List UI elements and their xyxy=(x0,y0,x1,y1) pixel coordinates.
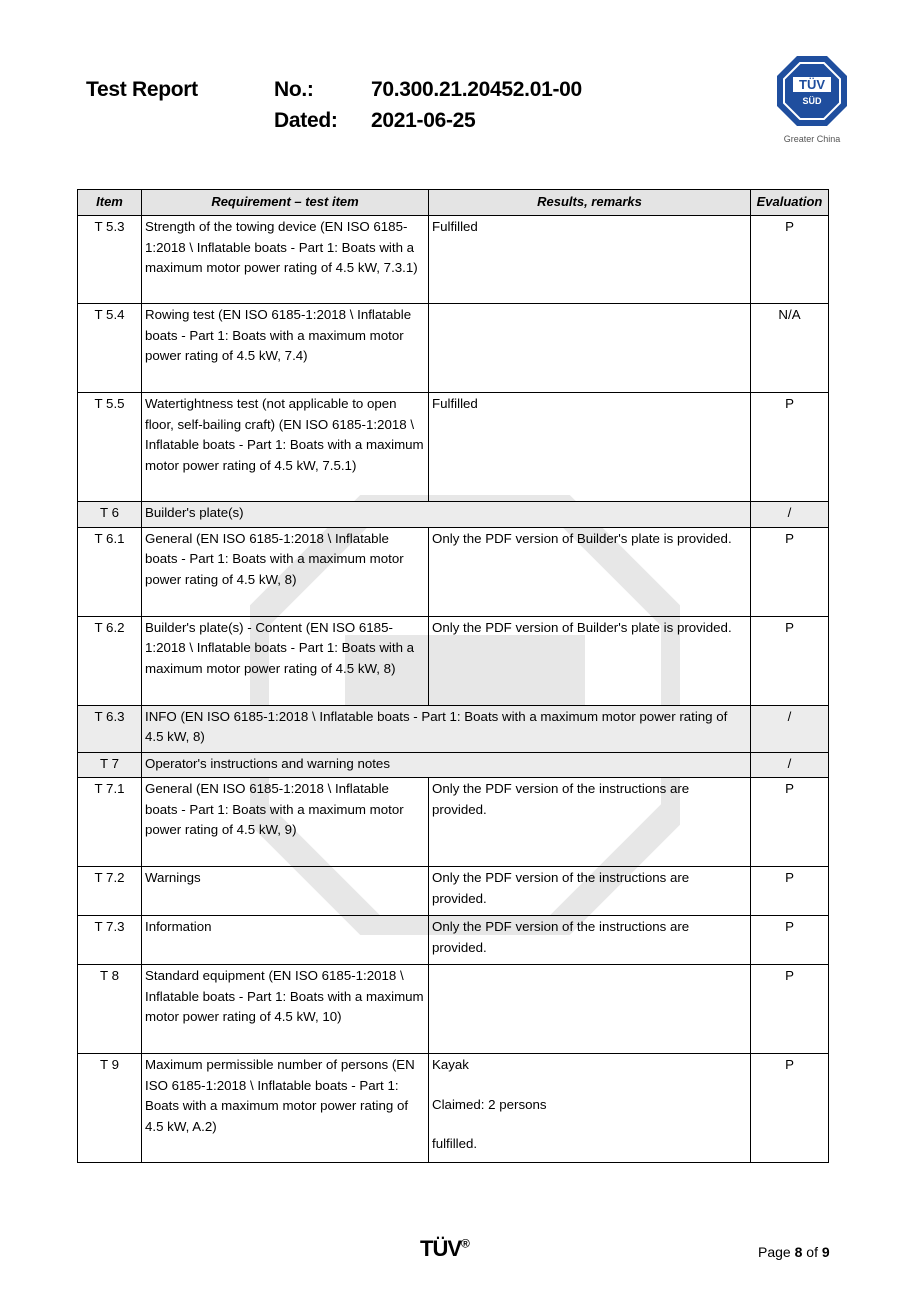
report-date-label: Dated: xyxy=(274,109,338,132)
table-row xyxy=(78,1054,829,1163)
results-cell xyxy=(429,616,751,705)
result-text: Fulfilled xyxy=(432,219,478,234)
section-title-cell: Builder's plate(s) xyxy=(142,502,751,528)
requirement-cell: Information xyxy=(142,916,429,965)
evaluation-cell: P xyxy=(751,1054,829,1163)
logo-caption: Greater China xyxy=(783,134,841,144)
evaluation-cell: P xyxy=(751,965,829,1054)
col-header-requirement: Requirement – test item xyxy=(142,190,429,216)
results-cell xyxy=(429,1054,751,1163)
results-cell xyxy=(429,304,751,393)
table-header-row xyxy=(78,190,829,216)
evaluation-cell: / xyxy=(751,752,829,778)
result-text: Only the PDF version of the instructions are provided. xyxy=(432,781,690,817)
result-text: Only the PDF version of Builder's plate is provided. xyxy=(432,619,732,635)
item-cell: T 5.5 xyxy=(78,393,142,502)
footer-logo-text: TÜV xyxy=(420,1236,461,1261)
table-row xyxy=(78,778,829,867)
evaluation-cell: N/A xyxy=(751,304,829,393)
page-number xyxy=(758,1244,830,1260)
item-cell: T 6 xyxy=(78,502,142,528)
table-row xyxy=(78,527,829,616)
requirement-cell: Rowing test (EN ISO 6185-1:2018 \ Inflatable boats - Part 1: Boats with a maximum motor power rating of 4.5 kW, 7.4) xyxy=(142,304,429,393)
result-text: Kayak xyxy=(432,1057,469,1072)
requirement-cell: Warnings xyxy=(142,867,429,916)
page-of: of xyxy=(802,1244,822,1260)
results-cell xyxy=(429,965,751,1054)
col-header-results: Results, remarks xyxy=(429,190,751,216)
evaluation-cell: P xyxy=(751,616,829,705)
table-row xyxy=(78,393,829,502)
report-number-label: No.: xyxy=(274,78,314,101)
table-row xyxy=(78,916,829,965)
evaluation-cell: P xyxy=(751,916,829,965)
requirement-cell: Maximum permissible number of persons (EN ISO 6185-1:2018 \ Inflatable boats - Part 1: Boats with a maximum motor power rating of 4.5 kW, A.2) xyxy=(142,1054,429,1163)
item-cell: T 7 xyxy=(78,752,142,778)
report-title: Test Report xyxy=(86,78,198,101)
result-text: Only the PDF version of the instructions are provided. xyxy=(432,870,690,906)
report-number: 70.300.21.20452.01-00 xyxy=(371,78,582,101)
item-cell: T 7.3 xyxy=(78,916,142,965)
item-cell: T 5.3 xyxy=(78,216,142,304)
requirement-cell: General (EN ISO 6185-1:2018 \ Inflatable boats - Part 1: Boats with a maximum motor power rating of 4.5 kW, 9) xyxy=(142,778,429,867)
evaluation-cell: / xyxy=(751,705,829,752)
footer-tuv-logo xyxy=(420,1236,470,1262)
evaluation-cell: / xyxy=(751,502,829,528)
evaluation-cell: P xyxy=(751,216,829,304)
evaluation-cell: P xyxy=(751,393,829,502)
section-row xyxy=(78,502,829,528)
requirement-cell: Strength of the towing device (EN ISO 6185-1:2018 \ Inflatable boats - Part 1: Boats with a maximum motor power rating of 4.5 kW, 7.3.1) xyxy=(142,216,429,304)
item-cell: T 7.1 xyxy=(78,778,142,867)
registered-mark: ® xyxy=(461,1236,470,1251)
requirement-cell: General (EN ISO 6185-1:2018 \ Inflatable boats - Part 1: Boats with a maximum motor power rating of 4.5 kW, 8) xyxy=(142,527,429,616)
logo-text-bottom: SÜD xyxy=(802,96,822,106)
result-text: fulfilled. xyxy=(432,1136,478,1151)
result-text: Only the PDF version of Builder's plate is provided. xyxy=(432,530,732,546)
table-row xyxy=(78,216,829,304)
report-date: 2021-06-25 xyxy=(371,109,476,132)
page-prefix: Page xyxy=(758,1244,795,1260)
item-cell: T 5.4 xyxy=(78,304,142,393)
results-cell xyxy=(429,916,751,965)
section-row xyxy=(78,752,829,778)
results-cell xyxy=(429,393,751,502)
item-cell: T 8 xyxy=(78,965,142,1054)
result-text: Fulfilled xyxy=(432,396,478,411)
test-results-table xyxy=(77,189,829,1163)
results-cell xyxy=(429,778,751,867)
results-cell xyxy=(429,527,751,616)
section-row xyxy=(78,705,829,752)
requirement-cell: Builder's plate(s) - Content (EN ISO 6185-1:2018 \ Inflatable boats - Part 1: Boats with a maximum motor power rating of 4.5 kW, 8) xyxy=(142,616,429,705)
requirement-cell: Watertightness test (not applicable to open floor, self-bailing craft) (EN ISO 6185-1:2018 \ Inflatable boats - Part 1: Boats with a maximum motor power rating of 4.5 kW, 7.5.1) xyxy=(142,393,429,502)
page-total: 9 xyxy=(821,1244,830,1260)
item-cell: T 7.2 xyxy=(78,867,142,916)
logo-text-top: TÜV xyxy=(799,77,825,92)
evaluation-cell: P xyxy=(751,527,829,616)
item-cell: T 6.3 xyxy=(78,705,142,752)
result-text: Only the PDF version of the instructions are provided. xyxy=(432,919,690,955)
evaluation-cell: P xyxy=(751,867,829,916)
table-row xyxy=(78,304,829,393)
results-cell xyxy=(429,216,751,304)
results-cell xyxy=(429,867,751,916)
table-row xyxy=(78,867,829,916)
evaluation-cell: P xyxy=(751,778,829,867)
item-cell: T 6.2 xyxy=(78,616,142,705)
page-current: 8 xyxy=(794,1244,803,1260)
item-cell: T 9 xyxy=(78,1054,142,1163)
table-row xyxy=(78,616,829,705)
item-cell: T 6.1 xyxy=(78,527,142,616)
col-header-item: Item xyxy=(78,190,142,216)
section-title-cell: Operator's instructions and warning notes xyxy=(142,752,751,778)
col-header-evaluation: Evaluation xyxy=(751,190,829,216)
result-text: Claimed: 2 persons xyxy=(432,1096,547,1112)
requirement-cell: Standard equipment (EN ISO 6185-1:2018 \ Inflatable boats - Part 1: Boats with a maximum motor power rating of 4.5 kW, 10) xyxy=(142,965,429,1054)
table-row xyxy=(78,965,829,1054)
section-title-cell: INFO (EN ISO 6185-1:2018 \ Inflatable boats - Part 1: Boats with a maximum motor power rating of 4.5 kW, 8) xyxy=(142,705,751,752)
tuv-sud-logo-icon xyxy=(776,55,848,127)
